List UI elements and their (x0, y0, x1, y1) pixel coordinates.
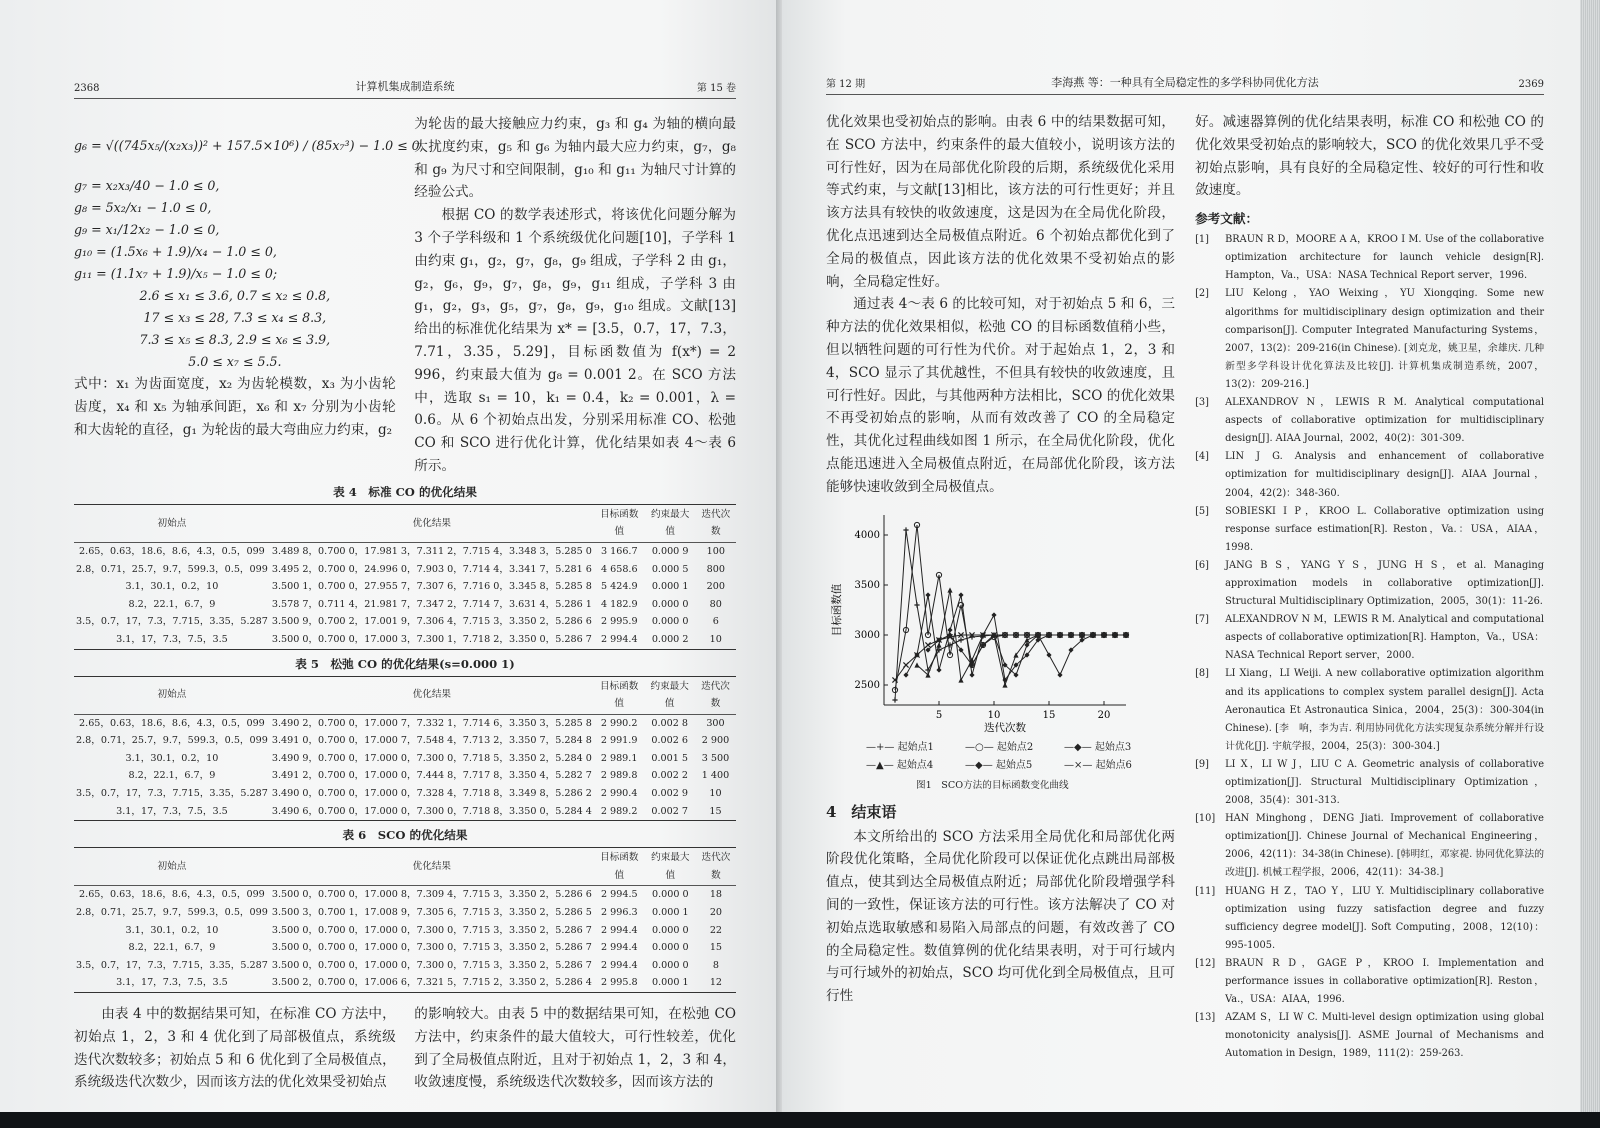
table-row (74, 596, 736, 614)
legend-label: 起始点4 (896, 759, 934, 771)
table-cell: 10 (709, 633, 722, 645)
table-row (74, 714, 736, 732)
table-cell: 200 (706, 581, 725, 593)
y-tick-label: 3000 (854, 629, 880, 641)
chart-legend (866, 739, 1166, 775)
table-cell: 2.8，0.71，25.7，9.7，599.3，0.5，099 (76, 735, 268, 747)
table-cell: 3.500 9，0.700 2，17.001 9，7.306 4，7.715 3，3.350 2，5.286 6 (271, 616, 592, 628)
legend-item (1064, 757, 1163, 775)
table-cell: 4 658.6 (600, 563, 638, 575)
table-cell: 3.1，17，7.3，7.5，3.5 (116, 805, 228, 817)
table-cell: 800 (706, 563, 725, 575)
table-cell: 4 182.9 (600, 598, 638, 610)
comparison-paragraph: 通过表 4～表 6 的比较可知，对于初始点 5 和 6，三种方法的优化效果相似，松弛 CO 的目标函数值稍小些，但以牺牲问题的可行性为代价。对于起始点 1，2，3 和 4，SCO 显示了其优越性，不但具有较快的收敛速度，且可行性好。因此，与其他两种方法相比，SCO 的优化效果不再受初始点的影响，从而有效改善了 CO 的全局稳定性，其优化过程曲线如图 1 所示，在全局优化阶段，优化点能迅速进入全局极值点附近，在局部优化阶段，该方法能够快速收敛到全局极值点。 (826, 296, 1175, 495)
figure-caption: 图1 SCO方法的目标函数变化曲线 (916, 779, 1069, 791)
column-header: 约束最大值 (645, 848, 696, 886)
diamond-marker-icon: —◆— (965, 759, 996, 771)
reference-text: HAN Minghong，DENG Jiati. Improvement of collaborative optimization[J]. Chinese Journal of Mechanical Engineering，2006，42(11)：34-38(in Chinese). [韩明红，邓家褆. 协同优化算法的改进[J]. 机械工程学报，2006，42(11)：34-38.] (1225, 813, 1544, 879)
x-tick-label: 15 (1042, 709, 1056, 721)
table-cell: 0.000 2 (651, 633, 689, 645)
references-title: 参考文献： (1195, 211, 1259, 227)
series-point-4 (958, 677, 963, 682)
reference-text: SOBIESKI I P，KROO L. Collaborative optimization using response surface estimation[R]. Reston，Va.：USA，AIAA，1998. (1225, 505, 1544, 553)
reference-number: [12] (1195, 957, 1216, 969)
table-cell: 3.495 2，0.700 0，24.996 0，7.903 0，7.714 4，3.341 7，5.281 6 (271, 563, 592, 575)
reference-text: ALEXANDROV N，LEWIS R M. Analytical computational aspects of collaborative optimization for multidisciplinary design[J]. AIAA Journal，2002，40(2)：301-309. (1225, 397, 1544, 445)
y-tick-label: 2500 (854, 679, 880, 691)
table-cell: 10 (709, 788, 722, 800)
sco-analysis-paragraph: 优化效果也受初始点的影响。由表 6 中的结果数据可知，在 SCO 方法中，约束条件的最大值较小，说明该方法的可行性好，因为在局部优化阶段的后期，系统级优化采用等式约束，与文献[13]相比，该方法的可行性更好；并且该方法具有较快的收敛速度，这是因为在全局优化阶段，优化点迅速到达全局极值点附近。6 个初始点都优化到了全局的极值点，因此该方法的优化效果不受初始点的影响，全局稳定性好。 (826, 114, 1175, 290)
table-cell: 2 995.9 (600, 616, 638, 628)
table-cell: 3.500 2，0.700 0，17.006 6，7.321 5，7.715 2，3.350 2，5.286 4 (271, 977, 592, 989)
constraint-description: 为轮齿的最大接触应力约束，g₃ 和 g₄ 为轴的横向最大扰度约束，g₅ 和 g₆ 为轴内最大应力约束，g₇，g₈ 和 g₉ 为尺寸和空间限制，g₁₀ 和 g₁₁ 为轴尺寸计算的经验公式。 (414, 116, 736, 201)
column-header: 初始点 (74, 504, 270, 542)
table-cell: 3 500 (701, 752, 730, 764)
left-header (74, 72, 736, 99)
table-cell: 0.000 5 (651, 563, 689, 575)
bound-1: 2.6 ≤ x₁ ≤ 3.6, 0.7 ≤ x₂ ≤ 0.8, (139, 288, 331, 303)
variable-definition: 式中：x₁ 为齿面宽度，x₂ 为齿轮模数，x₃ 为小齿轮齿度，x₄ 和 x₅ 为轴承间距，x₆ 和 x₇ 分别为小齿轮和大齿轮的直径，g₁ 为轮齿的最大弯曲应力约束，g₂ (74, 376, 396, 438)
table-cell: 18 (709, 889, 723, 901)
table-cell: 3.489 8，0.700 0，17.981 3，7.311 2，7.715 4，3.348 3，5.285 0 (271, 545, 592, 557)
data-table (74, 676, 736, 822)
table-cell: 2 990.4 (600, 788, 638, 800)
table-cell: 2 990.2 (600, 717, 638, 729)
legend-item (1064, 739, 1163, 757)
table-cell: 0.002 8 (651, 717, 688, 729)
table-cell: 2 994.4 (601, 942, 638, 954)
x-tick-label: 20 (1097, 709, 1111, 721)
analysis-paragraph-2: 的影响较大。由表 5 中的数据结果可知，在松弛 CO 方法中，约束条件的最大值较大，可行性较差，优化到了全局极值点附近，且对于初始点 1，2，3 和 4，收敛速度慢，系统级迭代次数较多，因而该方法的 (414, 1006, 736, 1091)
series-line-1 (895, 530, 1126, 700)
right-header (826, 68, 1544, 95)
table-row (74, 613, 736, 631)
column-header: 优化结果 (270, 504, 594, 542)
legend-label: 起始点2 (996, 741, 1034, 753)
reference-text: LIN J G. Analysis and enhancement of collaborative optimization for multidisciplinary design[J]. AIAA Journal，2004，42(2)：348-360. (1225, 451, 1544, 499)
table-cell: 3.5，0.7，17，7.3，7.715，3.35，5.287 (76, 616, 268, 628)
table-cell: 2.8，0.71，25.7，9.7，599.3，0.5，099 (76, 907, 268, 919)
bound-4: 5.0 ≤ x₇ ≤ 5.5. (188, 354, 282, 369)
left-page-number: 2368 (74, 83, 100, 94)
table-cell: 3.500 0，0.700 0，17.000 8，7.309 4，7.715 3，3.350 2，5.286 6 (271, 889, 592, 901)
table-cell: 3.578 7，0.711 4，21.981 7，7.347 2，7.714 7，3.631 4，5.286 1 (271, 598, 592, 610)
series-point-1 (903, 527, 908, 532)
reference-list (1195, 231, 1544, 1063)
table-cell: 8.2，22.1，6.7，9 (128, 770, 216, 782)
table-cell: 5 424.9 (600, 581, 638, 593)
series-point-3 (947, 627, 952, 632)
table-row (74, 542, 736, 560)
table-cell: 3.491 2，0.700 0，17.000 0，7.444 8，7.717 8，3.350 4，5.282 7 (271, 770, 592, 782)
y-axis-label: 目标函数值 (831, 583, 843, 636)
column-header: 优化结果 (270, 676, 594, 714)
legend-item (866, 757, 965, 775)
y-tick-label: 3500 (854, 579, 880, 591)
table-cell: 2 991.9 (600, 735, 638, 747)
table-cell: 3.490 9，0.700 0，17.000 0，7.300 0，7.718 5，3.350 2，5.284 0 (271, 752, 592, 764)
reference-text: AZAM S，LI W C. Multi-level design optimization using global monotonicity analysis[J]. ASME Journal of Mechanisms and Automation in Design，1989，111(2)：259-263. (1225, 1012, 1544, 1060)
table-cell: 15 (709, 805, 722, 817)
x-tick-label: 10 (987, 709, 1001, 721)
objective-function-chart (826, 505, 1146, 735)
right-col-2 (1195, 111, 1544, 1064)
legend-label: 起始点1 (897, 741, 934, 753)
reference-number: [8] (1195, 668, 1209, 680)
table-cell: 2 900 (701, 735, 730, 747)
table-cell: 0.000 0 (652, 942, 689, 954)
column-header: 迭代次数 (696, 504, 736, 542)
table-cell: 0.000 0 (652, 924, 689, 936)
table-cell: 3 166.7 (600, 545, 638, 557)
table-cell: 3.1，30.1，0.2，10 (125, 752, 219, 764)
series-point-1 (958, 637, 963, 642)
column-header: 目标函数值 (594, 676, 645, 714)
column-header: 目标函数值 (594, 504, 645, 542)
reference-item (1195, 285, 1544, 394)
table-cell: 2 989.1 (600, 752, 638, 764)
series-point-1 (892, 697, 897, 702)
table-cell: 0.000 0 (652, 889, 689, 901)
reference-text: JANG B S，YANG Y S，JUNG H S，et al. Managing approximation models in collaborative optimization[J]. Structural Multidisciplinary Optimization，2005，30(1)：11-26. (1225, 559, 1544, 608)
table-caption: 表 4 标准 CO 的优化结果 (333, 484, 477, 499)
table-cell: 2 994.4 (601, 959, 638, 971)
table-cell: 0.000 0 (651, 598, 689, 610)
table-cell: 80 (709, 598, 722, 610)
table-cell: 0.000 0 (652, 959, 689, 971)
table-cell: 100 (706, 545, 725, 557)
analysis-paragraph-1: 由表 4 中的数据结果可知，在标准 CO 方法中，初始点 1，2，3 和 4 优化到了局部极值点，系统级迭代次数较多；初始点 5 和 6 优化到了全局极值点，系统级迭代次数少，因而该方法的优化效果受初始点 (74, 1006, 396, 1091)
series-point-4 (936, 642, 941, 647)
series-point-3 (991, 612, 996, 617)
reference-text: ALEXANDROV N M，LEWIS R M. Analytical and computational aspects of collaborative optimization[R]. Hampton，Va.，USA：NASA Technical Report server，2000. (1225, 614, 1544, 662)
conclusion-continued: 好。减速器算例的优化结果表明，标准 CO 和松弛 CO 的优化效果受初始点的影响较大，SCO 的优化效果几乎不受初始点影响，具有良好的全局稳定性、较好的可行性和收敛速度。 (1195, 114, 1544, 199)
reference-item (1195, 611, 1544, 665)
formula-g7: g₇ = x₂x₃/40 − 1.0 ≤ 0, (74, 178, 220, 193)
table-row (74, 939, 736, 957)
reference-item (1195, 883, 1544, 955)
circle-marker-icon: —○— (965, 741, 997, 753)
table-cell: 3.1，17，7.3，7.5，3.5 (116, 977, 228, 989)
table-cell: 3.500 0，0.700 0，17.000 0，7.300 0，7.715 3，3.350 2，5.286 7 (271, 959, 592, 971)
series-point-3 (958, 592, 963, 597)
reference-number: [2] (1195, 288, 1209, 300)
reference-number: [11] (1195, 885, 1216, 897)
series-point-1 (914, 602, 919, 607)
table-cell: 3.500 3，0.700 1，17.008 9，7.305 6，7.715 3，3.350 2，5.286 5 (271, 907, 592, 919)
series-point-6 (925, 642, 930, 647)
plus-marker-icon: —+— (866, 741, 898, 753)
reference-item (1195, 756, 1544, 810)
formula-g6: g₆ = √((745x₅/(x₂x₃))² + 157.5×10⁶) / (85x₇³) − 1.0 ≤ 0, (74, 138, 424, 153)
table-cell: 0.000 9 (651, 545, 689, 557)
table-cell: 3.500 1，0.700 0，27.955 7，7.307 6，7.716 0，3.345 8，5.285 8 (271, 581, 592, 593)
right-page-number: 2369 (1518, 79, 1544, 90)
table-cell: 3.500 0，0.700 0，17.000 0，7.300 0，7.715 3，3.350 2，5.286 7 (271, 942, 592, 954)
reference-item (1195, 448, 1544, 502)
table-5 (74, 656, 736, 822)
data-table (74, 504, 736, 650)
right-page (782, 0, 1580, 1112)
series-point-3 (903, 672, 908, 677)
y-tick-label: 4000 (854, 529, 880, 541)
table-cell: 1 400 (701, 770, 730, 782)
table-cell: 2.65，0.63，18.6，8.6，4.3，0.5，099 (79, 545, 265, 557)
page-edges (1580, 0, 1600, 1112)
column-header: 约束最大值 (645, 504, 696, 542)
column-header: 约束最大值 (644, 676, 695, 714)
table-cell: 6 (712, 616, 719, 628)
reference-number: [13] (1195, 1012, 1216, 1024)
series-point-6 (903, 662, 908, 667)
table-row (74, 750, 736, 768)
table-cell: 3.5，0.7，17，7.3，7.715，3.35，5.287 (76, 959, 268, 971)
figure-1 (826, 505, 1175, 791)
reference-item (1195, 394, 1544, 448)
table-cell: 0.002 6 (651, 735, 688, 747)
table-cell: 0.002 2 (651, 770, 688, 782)
x-tick-label: 5 (935, 709, 943, 721)
table-cell: 2 994.5 (601, 889, 638, 901)
tables-area (74, 484, 736, 993)
decomposition-paragraph: 根据 CO 的数学表述形式，将该优化问题分解为 3 个子学科级和 1 个系统级优化问题[10]，子学科 1 由约束 g₁，g₂，g₇，g₈，g₉ 组成，子学科 2 由 g₁，g₂，g₆，g₉，g₇，g₈，g₉，g₁₁ 组成，子学科 3 由 g₁，g₂，g₃，g₅，g₇，g₈，g₉，g₁₀ 组成。文献[13]给出的标准优化结果为 x* = [3.5，0.7，17，7.3，7.71，3.35，5.29]，目标函数值为 f(x*) = 2 996，约束最大值为 g₈ = 0.001 2。在 SCO 方法中，选取 s₁ = 10，k₁ = 0.4，k₂ = 0.001，λ = 0.6。从 6 个初始点出发，分别采用标准 CO、松弛 CO 和 SCO 进行优化计算，优化结果如表 4～表 6 所示。 (414, 207, 736, 474)
table-caption: 表 5 松弛 CO 的优化结果(s=0.000 1) (295, 656, 515, 671)
table-row (74, 578, 736, 596)
table-cell: 0.001 5 (651, 752, 688, 764)
reference-item (1195, 955, 1544, 1009)
table-row (74, 631, 736, 649)
cross-marker-icon: —×— (1064, 759, 1096, 771)
reference-text: LI Xiang，LI Weiji. A new collaborative optimization algorithm and its applications to complex system parallel design[J]. Acta Aeronautica Et Astronautica Sinica，2004，25(3)：300-304(in Chinese). [李 响，李为吉. 利用协同优化方法实现复杂系统分解并行设计优化[J]. 宇航学报，2004，25(3)：300-304.] (1225, 668, 1544, 752)
table-row (74, 561, 736, 579)
table-cell: 8.2，22.1，6.7，9 (128, 598, 216, 610)
diamond-marker-icon: —◆— (1064, 741, 1095, 753)
reference-number: [10] (1195, 813, 1216, 825)
reference-number: [5] (1195, 505, 1209, 517)
table-cell: 0.000 0 (651, 616, 689, 628)
table-cell: 0.000 1 (651, 581, 689, 593)
reference-text: BRAUN R D，GAGE P，KROO I. Implementation and performance issues in collaborative optimization[R]. Reston，Va.，USA：AIAA，1996. (1225, 957, 1544, 1006)
table-row (74, 767, 736, 785)
table-cell: 20 (709, 907, 723, 919)
table-row (74, 904, 736, 922)
series-point-3 (936, 667, 941, 672)
series-point-4 (947, 587, 952, 592)
reference-number: [3] (1195, 397, 1209, 409)
table-cell: 3.1，30.1，0.2，10 (125, 581, 219, 593)
table-row (74, 974, 736, 992)
left-page (0, 0, 776, 1112)
table-cell: 300 (706, 717, 725, 729)
table-cell: 3.500 0，0.700 0，17.000 3，7.300 1，7.718 2，3.350 0，5.286 7 (271, 633, 592, 645)
table-cell: 3.1，30.1，0.2，10 (125, 924, 219, 936)
bound-3: 7.3 ≤ x₅ ≤ 8.3, 2.9 ≤ x₆ ≤ 3.9, (139, 332, 331, 347)
formula-g11: g₁₁ = (1.1x₇ + 1.9)/x₅ − 1.0 ≤ 0; (74, 266, 278, 281)
table-row (74, 957, 736, 975)
table-row (74, 803, 736, 821)
reference-number: [7] (1195, 614, 1209, 626)
table-cell: 2 996.3 (601, 907, 638, 919)
series-point-4 (1024, 637, 1029, 642)
reference-text: LIU Kelong，YAO Weixing，YU Xiongqing. Some new algorithms for multidisciplinary design optimization and their comparison[J]. Computer Integrated Manufacturing Systems，2007，13(2)：209-216(in Chinese). [刘克龙，姚卫星，余雄庆. 几种新型多学科设计优化算法及比较[J]. 计算机集成制造系统，2007，13(2)：209-216.] (1225, 288, 1544, 390)
table-row (74, 886, 736, 904)
reference-item (1195, 231, 1544, 285)
reference-item (1195, 810, 1544, 882)
series-point-3 (925, 592, 930, 597)
column-header: 优化结果 (270, 848, 594, 886)
triangle-marker-icon: —▲— (866, 759, 897, 771)
table-cell: 2 989.8 (600, 770, 638, 782)
reference-item (1195, 665, 1544, 755)
table-cell: 2.65，0.63，18.6，8.6，4.3，0.5，099 (79, 717, 265, 729)
column-header: 初始点 (74, 676, 270, 714)
legend-item (866, 739, 965, 757)
article-running-title: 李海燕 等：一种具有全局稳定性的多学科协同优化方法 (1051, 76, 1319, 89)
table-cell: 2.8，0.71，25.7，9.7，599.3，0.5，099 (76, 563, 268, 575)
bound-2: 17 ≤ x₃ ≤ 28, 7.3 ≤ x₄ ≤ 8.3, (143, 310, 327, 325)
table-cell: 2.65，0.63，18.6，8.6，4.3，0.5，099 (79, 889, 265, 901)
table-row (74, 922, 736, 940)
table-cell: 22 (709, 924, 723, 936)
table-cell: 0.000 1 (652, 907, 689, 919)
table-6 (74, 827, 736, 993)
x-axis-label: 迭代次数 (984, 721, 1026, 734)
table-cell: 2 995.8 (601, 977, 638, 989)
table-cell: 8 (712, 959, 719, 971)
reference-text: HUANG H Z，TAO Y，LIU Y. Multidisciplinary collaborative optimization using fuzzy satisfaction degree and fuzzy sufficiency degree model[J]. Soft Computing，2008，12(10)：995-1005. (1225, 885, 1544, 951)
conclusion-paragraph: 本文所给出的 SCO 方法采用全局优化和局部优化两阶段优化策略，全局优化阶段可以保证优化点跳出局部极值点，使其到达全局极值点附近；局部优化阶段增强学科间的一致性，保证该方法的可行性。该方法解决了 CO 对初始点选取敏感和易陷入局部点的问题，有效改善了 CO 的全局稳定性。数值算例的优化结果表明，对于可行域内与可行域外的初始点，SCO 均可优化到全局极值点，且可行性 (826, 828, 1175, 1005)
right-col-1 (826, 111, 1175, 1064)
issue-label: 第 12 期 (826, 79, 866, 90)
series-point-4 (914, 662, 919, 667)
series-point-3 (969, 672, 974, 677)
table-cell: 3.490 0，0.700 0，17.000 0，7.328 4，7.718 8，3.349 8，5.286 2 (271, 788, 592, 800)
table-cell: 3.500 0，0.700 0，17.000 0，7.300 0，7.715 3，3.350 2，5.286 7 (271, 924, 592, 936)
reference-item (1195, 503, 1544, 557)
legend-label: 起始点5 (995, 759, 1033, 771)
table-cell: 0.002 7 (651, 805, 688, 817)
data-table (74, 847, 736, 993)
section-title-conclusion: 4 结束语 (826, 802, 897, 821)
legend-label: 起始点6 (1095, 759, 1132, 771)
formula-g8: g₈ = 5x₂/x₁ − 1.0 ≤ 0, (74, 200, 212, 215)
journal-name: 计算机集成制造系统 (355, 80, 455, 93)
reference-number: [4] (1195, 451, 1209, 463)
table-4 (74, 484, 736, 650)
reference-item (1195, 557, 1544, 611)
legend-item (965, 757, 1064, 775)
table-cell: 3.491 0，0.700 0，17.000 7，7.548 4，7.713 2，3.350 7，5.284 8 (271, 735, 592, 747)
table-row (74, 785, 736, 803)
reference-text: LI X，LI W J，LIU C A. Geometric analysis of collaborative optimization[J]. Structural Multidisciplinary Optimization，2008，35(4)：301-313. (1225, 758, 1544, 807)
table-caption: 表 6 SCO 的优化结果 (342, 828, 468, 843)
table-row (74, 732, 736, 750)
series-point-5 (1057, 672, 1062, 677)
column-header: 迭代次数 (696, 848, 736, 886)
formula-g9: g₉ = x₁/12x₂ − 1.0 ≤ 0, (74, 222, 220, 237)
table-cell: 2 994.4 (600, 633, 638, 645)
table-cell: 3.490 6，0.700 0，17.000 0，7.300 0，7.718 8，3.350 0，5.284 4 (271, 805, 592, 817)
column-header: 初始点 (74, 848, 270, 886)
table-cell: 3.1，17，7.3，7.5，3.5 (116, 633, 228, 645)
legend-item (965, 739, 1064, 757)
table-cell: 12 (709, 977, 723, 989)
table-cell: 0.000 1 (652, 977, 689, 989)
volume-label: 第 15 卷 (696, 83, 736, 94)
series-point-4 (1002, 682, 1007, 687)
table-cell: 15 (709, 942, 723, 954)
reference-number: [1] (1195, 234, 1209, 246)
formula-g10: g₁₀ = (1.5x₆ + 1.9)/x₄ − 1.0 ≤ 0, (74, 244, 277, 259)
left-col-2 (414, 113, 736, 478)
table-cell: 0.002 9 (651, 788, 688, 800)
reference-text: BRAUN R D，MOORE A A，KROO I M. Use of the collaborative optimization architecture for launch vehicle design[R]. Hampton，Va.，USA：NASA Technical Report server，1996. (1225, 234, 1544, 282)
table-cell: 2 989.2 (600, 805, 638, 817)
table-cell: 3.5，0.7，17，7.3，7.715，3.35，5.287 (76, 788, 268, 800)
left-col-1 (74, 113, 424, 478)
column-header: 目标函数值 (594, 848, 645, 886)
table-cell: 3.490 2，0.700 0，17.000 7，7.332 1，7.714 6，3.350 3，5.285 8 (271, 717, 592, 729)
table-cell: 8.2，22.1，6.7，9 (128, 942, 216, 954)
column-header: 迭代次数 (695, 676, 736, 714)
reference-item (1195, 1009, 1544, 1063)
legend-label: 起始点3 (1094, 741, 1132, 753)
formula-block (74, 117, 424, 373)
table-cell: 2 994.4 (601, 924, 638, 936)
series-point-5 (1046, 652, 1051, 657)
reference-number: [6] (1195, 559, 1209, 571)
reference-number: [9] (1195, 758, 1209, 770)
